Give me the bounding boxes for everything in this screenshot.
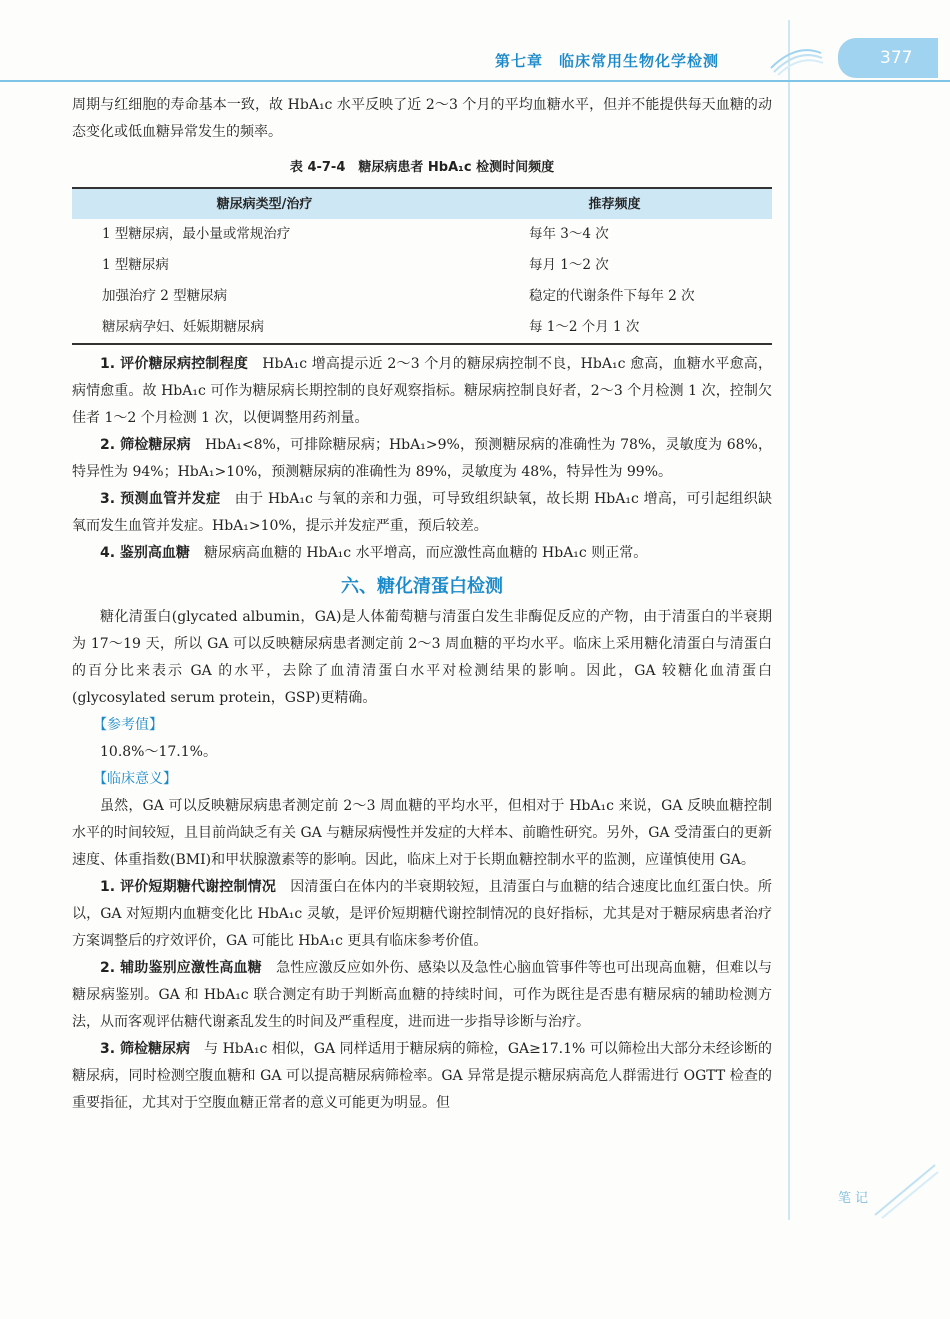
list-item — [72, 486, 772, 540]
table-header: 推荐频度 — [457, 188, 772, 219]
reference-value: 10.8%～17.1%。 — [100, 744, 217, 760]
item-label: 3. 筛检糖尿病 — [100, 1041, 191, 1057]
table-row — [72, 281, 772, 312]
table-cell: 每年 3～4 次 — [529, 226, 609, 242]
table-cell: 1 型糖尿病 — [102, 257, 169, 273]
item-text: 由于 HbA₁c 与氧的亲和力强，可导致组织缺氧，故长期 HbA₁c 增高，可引起组织缺氧而发生血管并发症。HbA₁>10%，提示并发症严重，预后较差。 — [72, 491, 772, 534]
clinical-intro: 虽然，GA 可以反映糖尿病患者测定前 2～3 周血糖的平均水平，但相对于 HbA₁c 来说，GA 反映血糖控制水平的时间较短，且目前尚缺乏有关 GA 与糖尿病慢性并发症的大样本、前瞻性研究。另外，GA 受清蛋白的更新速度、体重指数(BMI)和甲状腺激素等的影响。因此，临床上对于长期血糖控制水平的监测，应谨慎使用 GA。 — [72, 798, 772, 868]
item-text: HbA₁c 增高提示近 2～3 个月的糖尿病控制不良，HbA₁c 愈高，血糖水平愈高，病情愈重。故 HbA₁c 可作为糖尿病长期控制的良好观察指标。糖尿病控制良好者，2～3 个月检测 1 次，控制欠佳者 1～2 个月检测 1 次，以便调整用药剂量。 — [72, 356, 772, 426]
hba1c-significance-list — [72, 351, 772, 567]
list-item — [72, 432, 772, 486]
table-cell: 稳定的代谢条件下每年 2 次 — [529, 288, 695, 304]
item-label: 3. 预测血管并发症 — [100, 491, 221, 507]
table-cell: 糖尿病孕妇、妊娠期糖尿病 — [72, 312, 457, 344]
item-text: 急性应激反应如外伤、感染以及急性心脑血管事件等也可出现高血糖，但难以与糖尿病鉴别。GA 和 HbA₁c 联合测定有助于判断高血糖的持续时间，可作为既往是否患有糖尿病的辅助检测方法，从而客观评估糖代谢紊乱发生的时间及严重程度，进而进一步指导诊断与治疗。 — [72, 960, 773, 1030]
margin-note-label: 笔记 — [838, 1191, 873, 1206]
chapter-title: 第七章 临床常用生物化学检测 — [495, 52, 720, 70]
table-caption: 表 4-7-4 糖尿病患者 HbA₁c 检测时间频度 — [289, 160, 555, 175]
table-row — [72, 219, 772, 250]
section-intro: 糖化清蛋白(glycated albumin，GA)是人体葡萄糖与清蛋白发生非酶促反应的产物，由于清蛋白的半衰期为 17～19 天，所以 GA 可以反映糖尿病患者测定前 2～3 周血糖的平均水平。临床上采用糖化清蛋白与清蛋白的百分比来表示 GA 的水平，去除了血清清蛋白水平对检测结果的影响。因此，GA 较糖化血清蛋白(glycosylated serum protein，GSP)更精确。 — [72, 609, 772, 706]
item-label: 4. 鉴别高血糖 — [100, 545, 190, 561]
list-item — [72, 1036, 772, 1117]
page-number: 377 — [838, 38, 938, 78]
item-text: 与 HbA₁c 相似，GA 同样适用于糖尿病的筛检，GA≥17.1% 可以筛检出大部分未经诊断的糖尿病，同时检测空腹血糖和 GA 可以提高糖尿病筛检率。GA 异常是提示糖尿病高危人群需进行 OGTT 检查的重要指征，尤其对于空腹血糖正常者的意义可能更为明显。但 — [72, 1041, 773, 1111]
table-row — [72, 250, 772, 281]
list-item — [72, 955, 772, 1036]
table-cell: 1 型糖尿病，最小量或常规治疗 — [102, 226, 291, 242]
frequency-table — [72, 187, 772, 345]
table-row — [72, 312, 772, 344]
item-label: 1. 评价糖尿病控制程度 — [100, 356, 249, 372]
pen-stroke-icon — [870, 1160, 940, 1220]
item-text: 因清蛋白在体内的半衰期较短，且清蛋白与血糖的结合速度比血红蛋白快。所以，GA 对短期内血糖变化比 HbA₁c 灵敏，是评价短期糖代谢控制情况的良好指标，尤其是对于糖尿病患者治疗方案调整后的疗效评价，GA 可能比 HbA₁c 更具有临床参考价值。 — [72, 879, 773, 949]
ga-significance-list — [72, 874, 772, 1117]
item-label: 2. 筛检糖尿病 — [100, 437, 191, 453]
clinical-heading: 【临床意义】 — [93, 771, 177, 787]
table-cell: 加强治疗 2 型糖尿病 — [102, 288, 228, 304]
table-header: 糖尿病类型/治疗 — [72, 188, 457, 219]
item-label: 1. 评价短期糖代谢控制情况 — [100, 879, 277, 895]
list-item — [72, 351, 772, 432]
item-label: 2. 辅助鉴别应激性高血糖 — [100, 960, 262, 976]
table-cell: 每 1～2 个月 1 次 — [457, 312, 772, 344]
table-cell: 每月 1～2 次 — [529, 257, 609, 273]
list-item — [72, 540, 772, 567]
reference-heading: 【参考值】 — [93, 717, 163, 733]
swirl-decoration-icon — [766, 38, 826, 78]
item-text: 糖尿病高血糖的 HbA₁c 水平增高，而应激性高血糖的 HbA₁c 则正常。 — [203, 545, 648, 561]
list-item — [72, 874, 772, 955]
intro-paragraph: 周期与红细胞的寿命基本一致，故 HbA₁c 水平反映了近 2～3 个月的平均血糖水平，但并不能提供每天血糖的动态变化或低血糖异常发生的频率。 — [72, 97, 772, 140]
section-title: 六、糖化清蛋白检测 — [341, 576, 503, 597]
page-content — [72, 92, 772, 1117]
item-text: HbA₁<8%，可排除糖尿病；HbA₁>9%，预测糖尿病的准确性为 78%，灵敏度为 68%，特异性为 94%；HbA₁>10%，预测糖尿病的准确性为 89%，灵敏度为 48%，特异性为 99%。 — [72, 437, 772, 480]
header-rule — [0, 80, 950, 82]
margin-divider — [788, 20, 790, 1220]
